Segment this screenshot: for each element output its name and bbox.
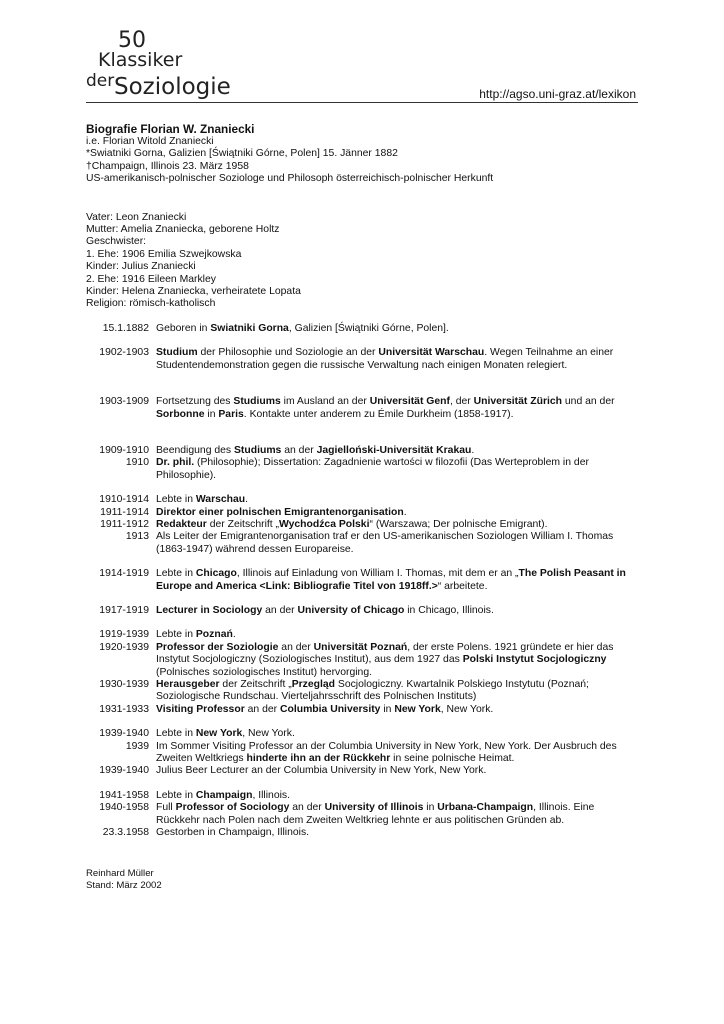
family-line: Religion: römisch-katholisch (86, 298, 216, 310)
text-segment: . (403, 506, 407, 518)
bold-segment: Jagielloński-Universität Krakau (316, 444, 472, 456)
bold-segment: New York (394, 703, 441, 715)
timeline-text (156, 519, 638, 531)
bold-segment: Universität Genf (369, 396, 450, 408)
text-segment: Fortsetzung des (156, 396, 234, 408)
bold-segment: Swiatniki Gorna (210, 322, 289, 334)
logo-number: 50 (118, 28, 146, 53)
logo (86, 30, 246, 100)
text-segment: an der (278, 641, 314, 653)
timeline-date: 1910-1914 (99, 494, 149, 506)
timeline-entry (86, 679, 638, 704)
timeline-date: 1919-1939 (99, 629, 149, 641)
bold-segment: Professor of Sociology (175, 802, 290, 814)
footer-date: Stand: März 2002 (86, 880, 162, 891)
logo-soziologie: Soziologie (114, 74, 231, 100)
text-segment: Lebte in (156, 629, 196, 641)
site-url[interactable]: http://agso.uni-graz.at/lexikon (479, 87, 636, 101)
timeline-entry (86, 790, 638, 802)
timeline-spacer (86, 433, 638, 445)
text-segment: in Chicago, Illinois. (404, 604, 494, 616)
timeline-spacer (86, 617, 638, 629)
footer (86, 868, 162, 892)
bold-segment: hinderte ihn an der Rückkehr (246, 753, 391, 765)
logo-der: der (86, 71, 115, 91)
timeline-text (156, 679, 638, 704)
timeline-text (156, 531, 638, 556)
timeline-entry (86, 728, 638, 740)
bold-segment: Universität Warschau (378, 347, 485, 359)
text-segment: an der (244, 703, 280, 715)
timeline-entry (86, 445, 638, 457)
bold-segment: The Polish Peasant in Europe and America <Link: Bibliografie Titel von 1918ff.> (156, 568, 626, 592)
timeline-entry (86, 457, 638, 482)
timeline-date: 1911-1914 (100, 506, 149, 518)
timeline-date: 1902-1903 (99, 347, 149, 359)
text-segment: Im Sommer Visiting Professor an der Columbia University in New York, New York. Der Ausbruch des Zweiten Weltkriegs (156, 740, 617, 765)
timeline-entry (86, 568, 638, 593)
family-line: Geschwister: (86, 236, 147, 248)
timeline-text (156, 445, 638, 457)
timeline-date: 1939 (125, 740, 149, 752)
bold-segment: Professor der Soziologie (156, 641, 279, 653)
header-divider (86, 102, 638, 103)
timeline-entry (86, 494, 638, 506)
bold-segment: Visiting Professor (156, 703, 245, 715)
text-segment: Lebte in (156, 789, 196, 801)
timeline-date: 1911-1912 (100, 518, 149, 530)
text-segment: im Ausland an der (280, 396, 370, 408)
bold-segment: Chicago (195, 568, 237, 580)
timeline-entry (86, 765, 638, 777)
timeline-date: 23.3.1958 (102, 827, 149, 839)
bold-segment: Wychodźca Polski (279, 518, 370, 530)
text-segment: , Illinois. (252, 789, 290, 801)
timeline-spacer (86, 384, 638, 396)
text-segment: , New York. (242, 728, 295, 740)
timeline-date: 1914-1919 (99, 568, 149, 580)
text-segment: (Philosophie); Dissertation: Zagadnienie wartości w filozofii (Das Werteproblem in der Philosophie). (156, 457, 589, 481)
bold-segment: Dr. phil. (156, 457, 195, 469)
text-segment: , Illinois auf Einladung von William I. Thomas, mit dem er an „ (236, 568, 519, 580)
timeline-spacer (86, 372, 638, 384)
text-segment: Lebte in (156, 728, 196, 740)
bold-segment: Polski Instytut Socjologiczny (462, 654, 607, 666)
timeline-entry (86, 396, 638, 421)
text-segment: an der (289, 802, 325, 814)
text-segment: Lebte in (156, 494, 196, 506)
text-segment: , New York. (440, 703, 494, 715)
timeline-entry (86, 605, 638, 617)
timeline-text (156, 457, 638, 482)
timeline-spacer (86, 593, 638, 605)
text-segment: der Philosophie und Soziologie an der (197, 347, 379, 359)
family-line: Vater: Leon Znaniecki (86, 211, 187, 223)
text-segment: , der (449, 396, 474, 408)
page-title: Biografie Florian W. Znaniecki (86, 122, 255, 136)
text-segment: Lebte in (156, 568, 196, 580)
bold-segment: Studiums (234, 444, 282, 456)
text-segment: . (471, 444, 475, 456)
family-line: 1. Ehe: 1906 Emilia Szwejkowska (86, 248, 242, 260)
bold-segment: Universität Poznań (313, 641, 408, 653)
bold-segment: University of Illinois (324, 802, 424, 814)
timeline-spacer (86, 778, 638, 790)
text-segment: in (423, 802, 438, 814)
timeline-text (156, 347, 638, 372)
timeline-date: 1939-1940 (99, 728, 149, 740)
timeline-text (156, 704, 638, 716)
header-line: i.e. Florian Witold Znaniecki (86, 136, 214, 147)
timeline-date: 1931-1933 (99, 703, 149, 715)
text-segment: . (245, 494, 249, 506)
timeline-text (156, 494, 638, 506)
timeline-entry (86, 629, 638, 641)
timeline-entry (86, 347, 638, 372)
header-line: †Champaign, Illinois 23. März 1958 (86, 160, 249, 172)
text-segment: “ (Warszawa; Der polnische Emigrant). (369, 518, 548, 530)
text-segment: Gestorben in Champaign, Illinois. (156, 827, 310, 839)
bold-segment: Studiums (233, 396, 281, 408)
bold-segment: Przegląd (291, 679, 336, 690)
text-segment: . (232, 629, 236, 641)
timeline-entry (86, 519, 638, 531)
timeline-entry (86, 507, 638, 519)
bold-segment: Urbana-Champaign (437, 802, 534, 814)
timeline-entry (86, 531, 638, 556)
timeline-date: 1940-1958 (99, 802, 149, 814)
bold-segment: Poznań (195, 629, 233, 641)
text-segment: an der (262, 604, 298, 616)
bold-segment: Warschau (195, 494, 246, 506)
timeline-text (156, 629, 638, 641)
bold-segment: Sorbonne (156, 408, 205, 420)
timeline-date: 1930-1939 (99, 679, 149, 690)
footer-author: Reinhard Müller (86, 868, 154, 879)
header-line: US-amerikanisch-polnischer Soziologe und Philosoph österreichisch-polnischer Herkunft (86, 173, 494, 185)
text-segment: , Illinois. Eine Rückkehr nach Polen nach dem Zweiten Weltkrieg lehnte er aus politischen Gründen ab. (156, 802, 595, 826)
timeline-text (156, 396, 638, 421)
text-segment: . Kontakte unter anderem zu Émile Durkheim (1858-1917). (243, 408, 514, 420)
bold-segment: Paris (218, 408, 244, 420)
timeline-spacer (86, 716, 638, 728)
text-segment: , Galizien [Świątniki Górne, Polen]. (288, 322, 449, 334)
bold-segment: Herausgeber (156, 679, 220, 690)
text-segment: Als Leiter der Emigrantenorganisation traf er den US-amerikanischen Soziologen William I. Thomas (1863-1947) während dessen Europareise. (156, 531, 614, 555)
timeline-text (156, 790, 638, 802)
text-segment: in seine polnische Heimat. (390, 753, 515, 765)
text-segment: Julius Beer Lecturer an der Columbia University in New York, New York. (156, 765, 487, 777)
timeline-spacer (86, 421, 638, 433)
timeline-text (156, 765, 638, 777)
timeline-text (156, 642, 638, 679)
bold-segment: University of Chicago (297, 604, 405, 616)
timeline-date: 1939-1940 (99, 765, 149, 777)
timeline-entry (86, 642, 638, 679)
text-segment: der Zeitschrift „ (219, 679, 292, 690)
bold-segment: Direktor einer polnischen Emigrantenorganisation (156, 506, 404, 518)
timeline-entry (86, 704, 638, 716)
timeline-date: 1903-1909 (99, 396, 149, 408)
timeline-date: 1941-1958 (99, 789, 149, 801)
bold-segment: Champaign (195, 789, 253, 801)
text-segment: Socjologiczny. Kwartalnik Polskiego Instytutu (Poznań; Soziologische Rundschau. Vierteljahrsschrift des Polnischen Instituts) (156, 679, 589, 703)
timeline-text (156, 507, 638, 519)
text-segment: Geboren in (156, 322, 211, 334)
text-segment: an der (281, 444, 317, 456)
timeline (86, 323, 638, 840)
timeline-entry (86, 323, 638, 335)
timeline-text (156, 802, 638, 827)
timeline-text (156, 605, 638, 617)
timeline-text (156, 323, 638, 335)
timeline-text (156, 568, 638, 593)
text-segment: . Wegen Teilnahme an einer Studentendemonstration gegen die russische Verwaltung nach einigen Monaten relegiert. (156, 347, 614, 371)
text-segment: , der erste Polens. 1921 gründete er hier das Instytut Socjologiczny (Soziologisches Institut), aus dem 1927 das (156, 641, 614, 666)
text-segment: der Zeitschrift „ (206, 518, 279, 530)
timeline-date: 1909-1910 (99, 444, 149, 456)
header-line: *Swiatniki Gorna, Galizien [Świątniki Górne, Polen] 15. Jänner 1882 (86, 148, 398, 160)
family-line: Mutter: Amelia Znaniecka, geborene Holtz (86, 224, 280, 236)
text-segment: und an der (562, 396, 615, 408)
logo-klassiker: Klassiker (98, 49, 183, 71)
timeline-spacer (86, 556, 638, 568)
bold-segment: Lecturer in Sociology (156, 604, 263, 616)
timeline-date: 1920-1939 (99, 641, 149, 653)
timeline-entry (86, 802, 638, 827)
text-segment: Beendigung des (156, 444, 234, 456)
timeline-text (156, 741, 638, 766)
timeline-text (156, 827, 638, 839)
bold-segment: Studium (156, 347, 198, 359)
timeline-date: 15.1.1882 (102, 322, 149, 334)
text-segment: Full (156, 802, 176, 814)
document-body (86, 122, 638, 839)
timeline-spacer (86, 482, 638, 494)
text-segment: in (204, 408, 219, 420)
text-segment: (Polnisches soziologisches Institut) hervorging. (156, 666, 372, 678)
family-line: 2. Ehe: 1916 Eileen Markley (86, 273, 216, 285)
timeline-text (156, 728, 638, 740)
timeline-spacer (86, 335, 638, 347)
bold-segment: New York (195, 728, 243, 740)
text-segment: “ arbeitete. (437, 580, 488, 592)
timeline-entry (86, 741, 638, 766)
timeline-date: 1917-1919 (99, 604, 149, 616)
timeline-date: 1910 (125, 457, 149, 469)
bold-segment: Columbia University (279, 703, 381, 715)
text-segment: in (380, 703, 395, 715)
bold-segment: Universität Zürich (473, 396, 562, 408)
timeline-entry (86, 827, 638, 839)
timeline-date: 1913 (125, 531, 149, 543)
bold-segment: Redakteur (156, 518, 207, 530)
family-line: Kinder: Julius Znaniecki (86, 261, 196, 273)
family-line: Kinder: Helena Znaniecka, verheiratete Lopata (86, 286, 301, 298)
